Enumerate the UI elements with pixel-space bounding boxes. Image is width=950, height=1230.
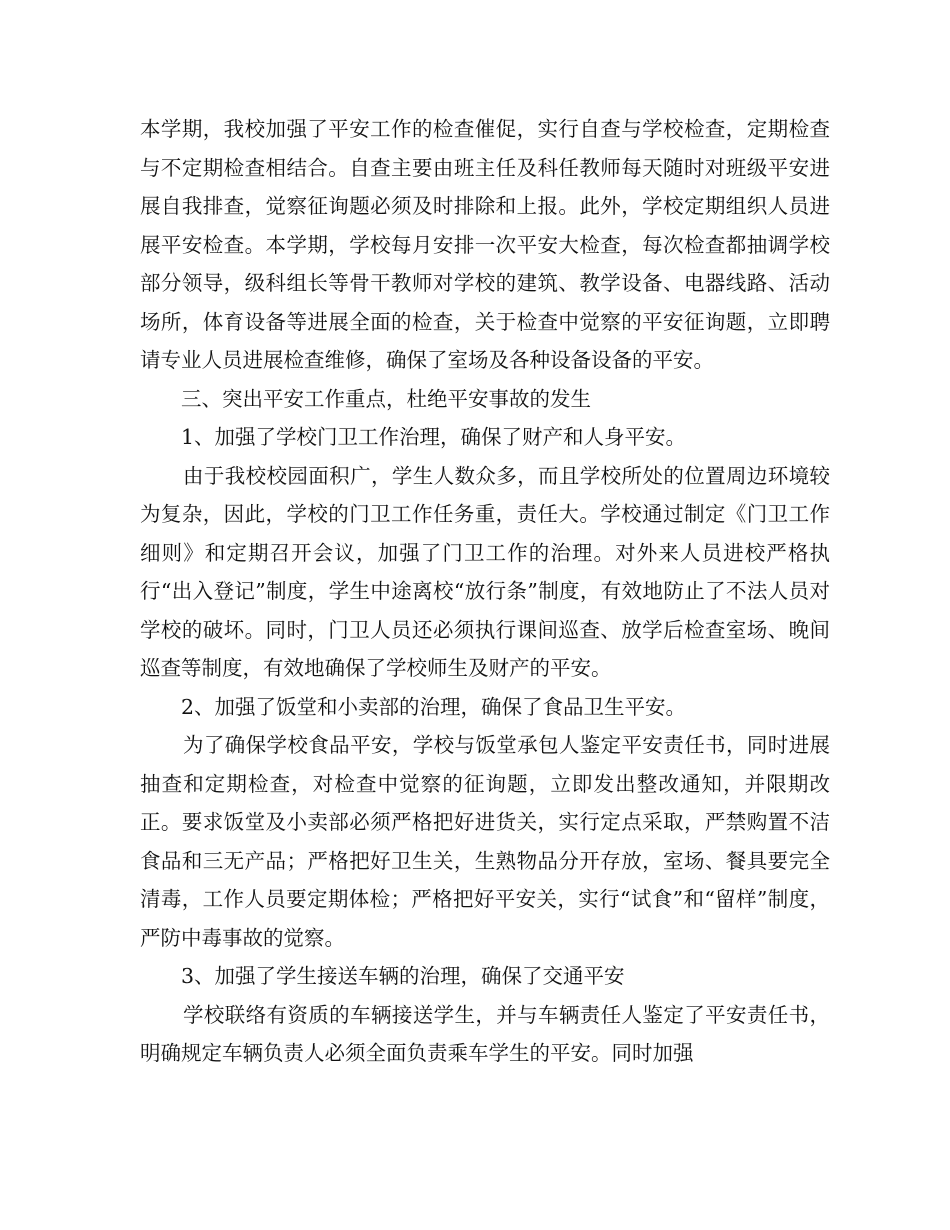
subheading-transport: 3、加强了学生接送车辆的治理，确保了交通平安	[181, 964, 625, 988]
paragraph-inspection: 本学期，我校加强了平安工作的检查催促，实行自查与学校检查，定期检查与不定期检查相结合。自查主要由班主任及科任教师每天随时对班级平安进展自我排查，觉察征询题必须及时排除和上报。此外，学校定期组织人员进展平安检查。本学期，学校每月安排一次平安大检查，每次检查都抽调学校部分领导，级科组长等骨干教师对学校的建筑、教学设备、电器线路、活动场所，体育设备等进展全面的检查，关于检查中觉察的平安征询题，立即聘请专业人员进展检查维修，确保了室场及各种设备设备的平安。	[140, 117, 830, 372]
subheading-canteen: 2、加强了饭堂和小卖部的治理，确保了食品卫生平安。	[181, 694, 687, 719]
paragraph-canteen: 为了确保学校食品平安，学校与饭堂承包人鉴定平安责任书，同时进展抽查和定期检查，对检查中觉察的征询题，立即发出整改通知，并限期改正。要求饭堂及小卖部必须严格把好进货关，实行定点采取，严禁购置不洁食品和三无产品；严格把好卫生关，生熟物品分开存放，室场、餐具要完全清毒，工作人员要定期体检；严格把好平安关，实行“试食”和“留样”制度，严防中毒事故的觉察。	[140, 733, 830, 950]
section-heading-3: 三、突出平安工作重点，杜绝平安事故的发生	[181, 386, 591, 411]
subheading-gatekeeping: 1、加强了学校门卫工作治理，确保了财产和人身平安。	[181, 425, 687, 449]
document-page	[140, 110, 830, 1073]
paragraph-transport: 学校联络有资质的车辆接送学生，并与车辆责任人鉴定了平安责任书，明确规定车辆负责人必须全面负责乘车学生的平安。同时加强	[140, 1002, 830, 1065]
paragraph-gatekeeping: 由于我校校园面积广，学生人数众多，而且学校所处的位置周边环境较为复杂，因此，学校的门卫工作任务重，责任大。学校通过制定《门卫工作细则》和定期召开会议，加强了门卫工作的治理。对外来人员进校严格执行“出入登记”制度，学生中途离校“放行条”制度，有效地防止了不法人员对学校的破坏。同时，门卫人员还必须执行课间巡查、放学后检查室场、晚间巡查等制度，有效地确保了学校师生及财产的平安。	[140, 463, 830, 680]
